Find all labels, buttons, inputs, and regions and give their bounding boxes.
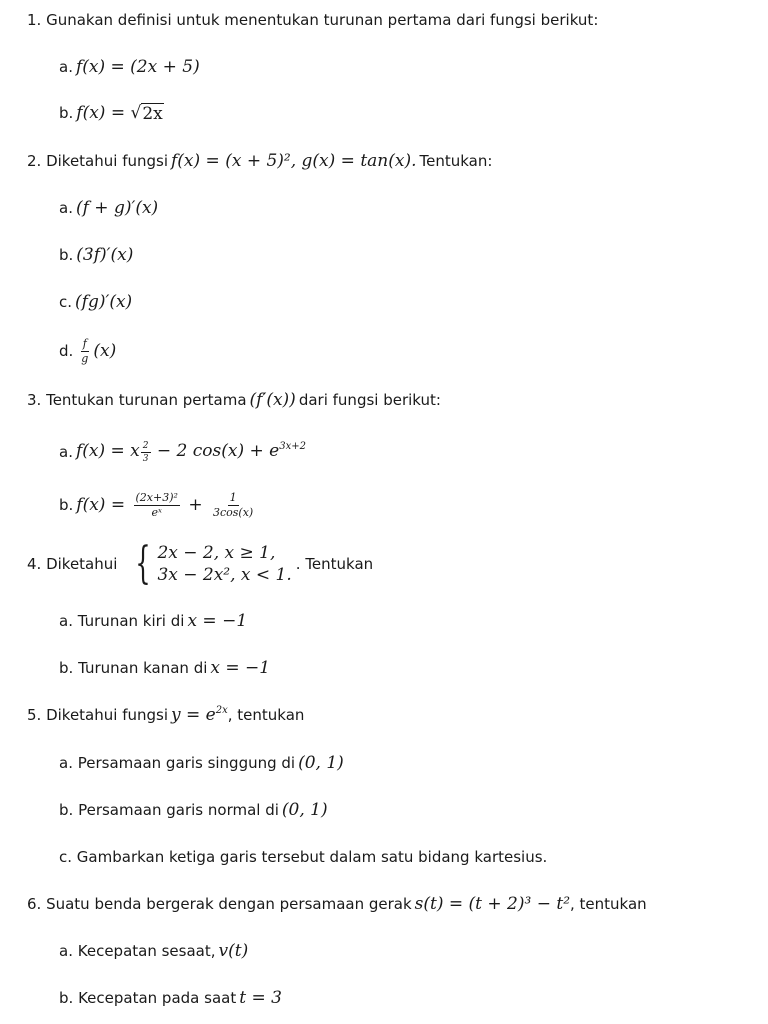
question-3b <box>59 485 261 525</box>
piecewise-definition <box>129 538 292 589</box>
item-label: a. <box>59 58 73 76</box>
question-5b <box>59 798 331 822</box>
question-2b <box>59 243 136 267</box>
question-2c <box>59 290 135 314</box>
item-text: Turunan kiri di <box>77 612 185 630</box>
question-2d <box>59 336 119 365</box>
question-3-suffix: dari fungsi berikut: <box>298 391 441 409</box>
radical-sign-icon: √ <box>130 102 142 123</box>
item-label: a. <box>59 942 73 960</box>
formula-tail: (x) <box>93 340 117 361</box>
question-6b <box>59 986 285 1010</box>
question-3 <box>27 388 441 412</box>
exponent: 3x+2 <box>279 440 306 452</box>
item-text: Persamaan garis normal di <box>78 801 279 819</box>
numerator: (2x+3)² <box>135 490 178 504</box>
question-4b <box>59 656 273 680</box>
item-label: a. <box>59 443 73 461</box>
formula <box>76 338 116 365</box>
formula <box>76 492 258 519</box>
plus-sign: + <box>188 494 203 515</box>
sqrt-expression <box>131 103 164 124</box>
numerator: f <box>82 336 87 350</box>
question-1b <box>59 101 167 125</box>
denominator: 3cos(x) <box>212 505 254 519</box>
question-5c <box>59 845 547 869</box>
formula: v(t) <box>218 941 249 961</box>
question-6a <box>59 939 251 963</box>
question-5-suffix: , tentukan <box>227 706 305 724</box>
formula: s(t) = (t + 2)³ − t² <box>414 894 571 914</box>
formula: (0, 1) <box>298 753 344 773</box>
cases <box>157 542 291 586</box>
formula: f(x) = (2x + 5) <box>75 57 200 77</box>
question-3a <box>59 437 309 467</box>
exponent-fraction <box>141 441 151 464</box>
formula-middle: − 2 cos(x) + e <box>156 440 280 461</box>
formula: f(x) = (x + 5)², g(x) = tan(x). <box>171 151 417 171</box>
item-label: c. <box>59 848 73 866</box>
fraction-2 <box>211 492 255 519</box>
item-label: a. <box>59 199 73 217</box>
item-label: b. <box>59 989 74 1007</box>
formula: x = −1 <box>187 611 248 631</box>
radicand: 2x <box>142 103 163 124</box>
item-text: Gambarkan ketiga garis tersebut dalam satu bidang kartesius. <box>76 848 548 866</box>
question-6-suffix: , tentukan <box>570 895 647 913</box>
case-2: 3x − 2x², x < 1. <box>157 565 292 585</box>
question-5a <box>59 751 347 775</box>
formula <box>76 103 163 124</box>
question-1 <box>27 8 598 32</box>
formula: (fg)′(x) <box>75 292 133 312</box>
fraction-1 <box>134 492 180 519</box>
fraction <box>79 338 90 365</box>
case-1: 2x − 2, x ≥ 1, <box>157 543 276 563</box>
item-label: a. <box>59 612 73 630</box>
exponent: 2x <box>215 705 228 716</box>
formula <box>76 441 306 464</box>
item-label: b. <box>59 104 74 122</box>
brace-icon: { <box>135 538 152 589</box>
question-4-suffix: . Tentukan <box>295 555 374 573</box>
item-text: Kecepatan sesaat, <box>77 942 216 960</box>
question-2-suffix: Tentukan: <box>419 152 493 170</box>
question-6 <box>27 892 647 916</box>
numerator: 1 <box>229 490 237 504</box>
formula: x = −1 <box>210 658 271 678</box>
denominator: 3 <box>142 453 149 464</box>
item-text: Persamaan garis singgung di <box>77 754 296 772</box>
item-label: b. <box>59 246 74 264</box>
formula: (0, 1) <box>281 800 328 820</box>
formula: (f + g)′(x) <box>75 198 159 218</box>
formula-lhs: f(x) = <box>76 102 131 123</box>
question-2-prefix: 2. Diketahui fungsi <box>27 152 168 170</box>
question-5-prefix: 5. Diketahui fungsi <box>27 706 168 724</box>
formula <box>171 705 228 725</box>
question-1a <box>59 55 203 79</box>
item-text: Kecepatan pada saat <box>78 989 237 1007</box>
formula-base: y = e <box>171 705 216 725</box>
denominator: eˣ <box>151 505 162 519</box>
item-label: d. <box>59 342 74 360</box>
formula: t = 3 <box>239 988 282 1008</box>
formula-lhs: f(x) = x <box>75 440 140 461</box>
question-3-prefix: 3. Tentukan turunan pertama <box>27 391 247 409</box>
formula: (3f)′(x) <box>76 245 134 265</box>
question-4a <box>59 609 250 633</box>
item-label: b. <box>59 659 74 677</box>
item-label: b. <box>59 496 74 514</box>
formula-lhs: f(x) = <box>76 494 126 515</box>
question-2 <box>27 149 492 173</box>
item-text: Turunan kanan di <box>78 659 208 677</box>
question-2a <box>59 196 161 220</box>
formula: (f′(x)) <box>249 390 296 410</box>
item-label: b. <box>59 801 74 819</box>
item-label: a. <box>59 754 73 772</box>
question-6-prefix: 6. Suatu benda bergerak dengan persamaan gerak <box>27 895 412 913</box>
question-4-prefix: 4. Diketahui <box>27 555 118 573</box>
question-1-text: 1. Gunakan definisi untuk menentukan turunan pertama dari fungsi berikut: <box>27 11 599 29</box>
item-label: c. <box>59 293 73 311</box>
question-5 <box>27 703 304 727</box>
question-4 <box>27 539 373 589</box>
numerator: 2 <box>142 440 149 451</box>
denominator: g <box>81 351 89 365</box>
